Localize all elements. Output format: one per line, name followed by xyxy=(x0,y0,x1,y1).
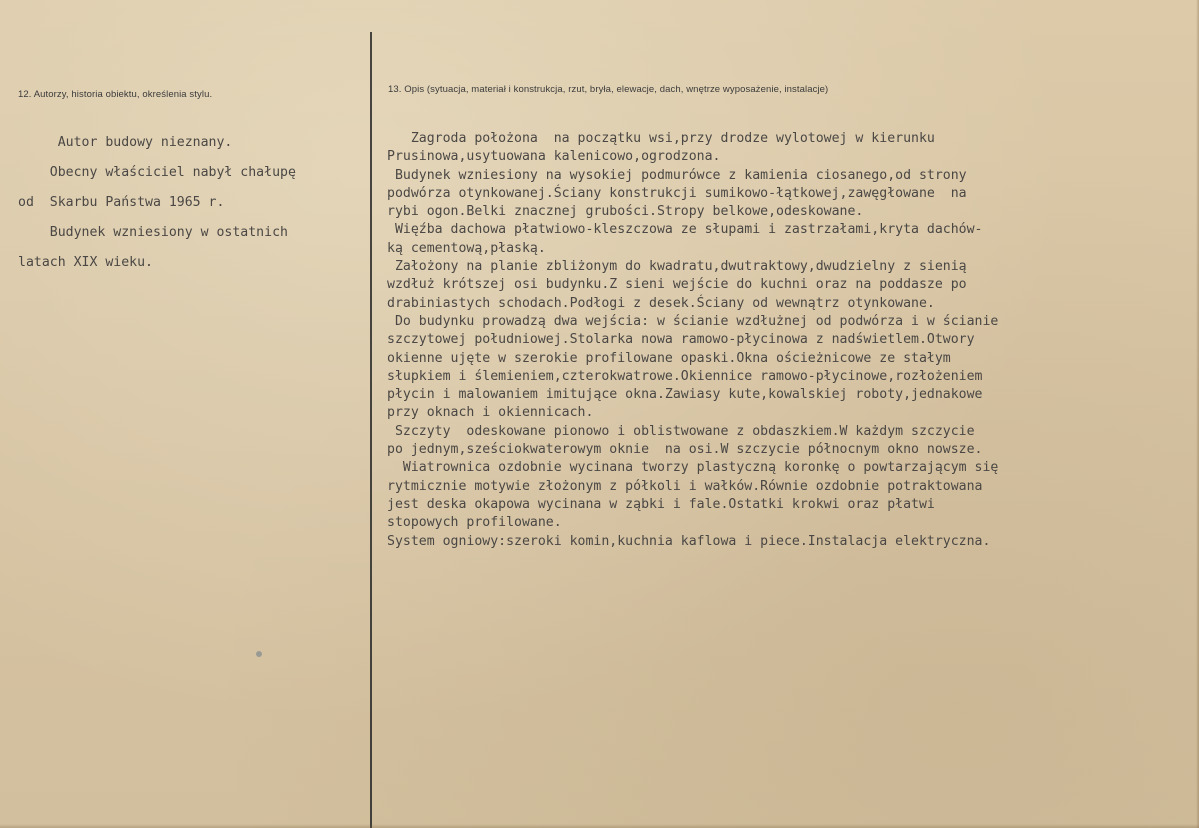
paper-blemish xyxy=(256,651,262,657)
typed-line: Zagroda położona na początku wsi,przy drodze wylotowej w kierunku xyxy=(387,131,935,146)
typed-line: płycin i malowaniem imitujące okna.Zawiasy kute,kowalskiej roboty,jednakowe xyxy=(387,387,983,403)
section-12-text xyxy=(18,128,296,278)
typed-line: wzdłuż krótszej osi budynku.Z sieni wejście do kuchni oraz na poddasze po xyxy=(387,277,967,293)
typed-line: Więźba dachowa płatwiowo-kleszczowa ze słupami i zastrzałami,kryta dachów- xyxy=(387,222,983,238)
typed-line: Autor budowy nieznany. xyxy=(18,135,233,150)
typed-line: rybi ogon.Belki znacznej grubości.Stropy belkowe,odeskowane. xyxy=(387,204,864,220)
typed-line: Budynek wzniesiony w ostatnich xyxy=(18,225,288,240)
typed-line: latach XIX wieku. xyxy=(18,255,153,270)
section-12-header: 12. Autorzy, historia obiektu, określenia stylu. xyxy=(18,89,213,100)
typed-line: Budynek wzniesiony na wysokiej podmurówce z kamienia ciosanego,od strony xyxy=(387,167,967,183)
typed-line: System ogniowy:szeroki komin,kuchnia kaflowa i piece.Instalacja elektryczna. xyxy=(387,533,991,549)
section-13-header: 13. Opis (sytuacja, materiał i konstrukcja, rzut, bryła, elewacje, dach, wnętrze wyposażenie, instalacje) xyxy=(388,84,829,95)
column-divider xyxy=(370,32,372,828)
section-13-text xyxy=(387,130,998,551)
typed-line: podwórza otynkowanej.Ściany konstrukcji sumikowo-łątkowej,zawęgłowane na xyxy=(387,185,967,201)
typed-line: drabiniastych schodach.Podłogi z desek.Ściany od wewnątrz otynkowane. xyxy=(387,295,935,311)
typed-line: ką cementową,płaską. xyxy=(387,240,546,256)
paper-bottom-shadow xyxy=(0,824,1199,828)
typed-line: okienne ujęte w szerokie profilowane opaski.Okna ościeżnicowe ze stałym xyxy=(387,350,951,366)
typed-line: Założony na planie zbliżonym do kwadratu,dwutraktowy,dwudzielny z sienią xyxy=(387,259,967,275)
typed-line: po jednym,sześciokwaterowym oknie na osi.W szczycie północnym okno nowsze. xyxy=(387,442,983,458)
typed-line: jest deska okapowa wycinana w ząbki i fale.Ostatki krokwi oraz płatwi xyxy=(387,496,935,512)
typed-line: Szczyty odeskowane pionowo i oblistwowane z obdaszkiem.W każdym szczycie xyxy=(387,423,975,439)
typed-line: Prusinowa,usytuowana kalenicowo,ogrodzona. xyxy=(387,149,721,165)
typed-line: słupkiem i ślemieniem,czterokwatrowe.Okiennice ramowo-płycinowe,rozłożeniem xyxy=(387,368,983,384)
typed-line: Obecny właściciel nabył chałupę xyxy=(18,165,296,180)
typed-line: Do budynku prowadzą dwa wejścia: w ścianie wzdłużnej od podwórza i w ścianie xyxy=(387,313,999,329)
typed-line: Wiatrownica ozdobnie wycinana tworzy plastyczną koronkę o powtarzającym się xyxy=(387,460,999,476)
typed-line: przy oknach i okiennicach. xyxy=(387,405,594,421)
typed-line: szczytowej południowej.Stolarka nowa ramowo-płycinowa z nadświetlem.Otwory xyxy=(387,332,975,348)
typed-line: od Skarbu Państwa 1965 r. xyxy=(18,195,225,210)
typed-line: rytmicznie motywie złożonym z półkoli i wałków.Równie ozdobnie potraktowana xyxy=(387,478,983,494)
typed-line: stopowych profilowane. xyxy=(387,515,562,531)
